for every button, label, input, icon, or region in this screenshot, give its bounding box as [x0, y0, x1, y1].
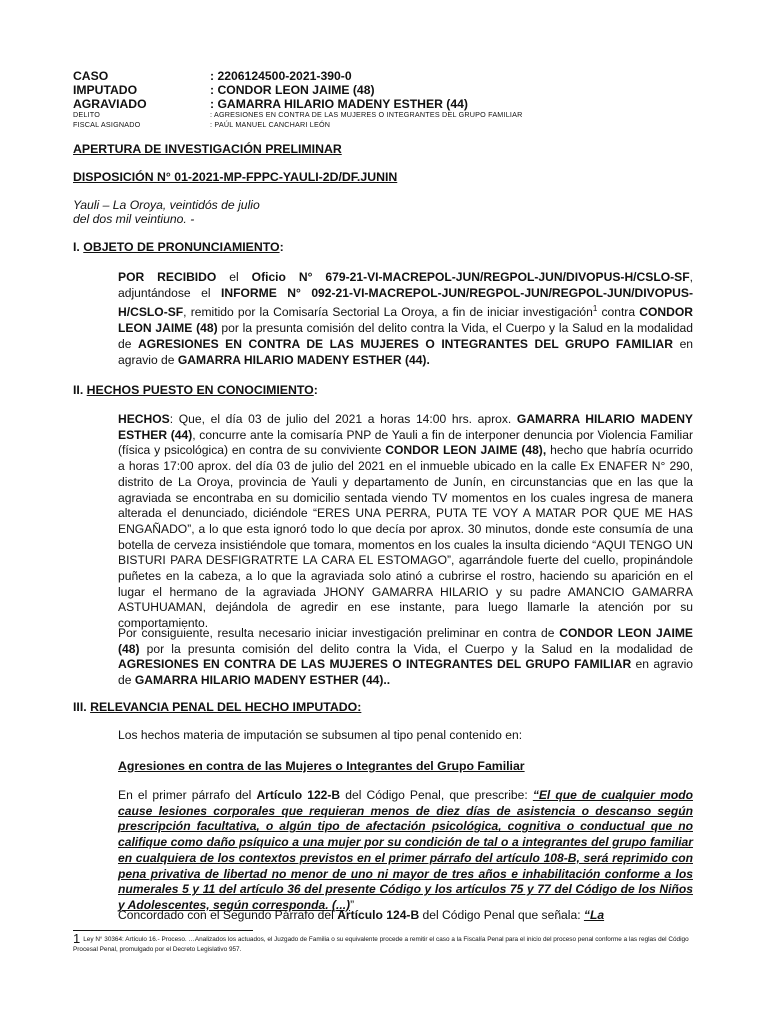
- text: , adjuntándose el: [118, 270, 693, 300]
- section-2-heading: [73, 383, 318, 397]
- text-bold: CONDOR LEON JAIME (48): [118, 305, 693, 336]
- section-2-colon: :: [313, 383, 318, 397]
- apertura-title: APERTURA DE INVESTIGACIÓN PRELIMINAR: [73, 142, 342, 156]
- section-3-heading: [73, 700, 361, 714]
- disposicion-title: DISPOSICIÓN N° 01-2021-MP-FPPC-YAULI-2D/DF.JUNIN: [73, 170, 398, 184]
- section-3-title: RELEVANCIA PENAL DEL HECHO IMPUTADO:: [90, 700, 362, 714]
- text-bold: Artículo 122-B: [256, 788, 341, 802]
- text-bold: GAMARRA HILARIO MADENY ESTHER (44)..: [134, 673, 391, 688]
- footnote: [73, 931, 693, 955]
- text: Por consiguiente, resulta necesario iniciar investigación preliminar en contra de: [118, 626, 560, 640]
- subheading-agresiones: Agresiones en contra de las Mujeres o Integrantes del Grupo Familiar: [118, 759, 525, 773]
- paragraph-consiguiente: [118, 626, 693, 689]
- imputado-label: IMPUTADO: [73, 83, 138, 97]
- text: el: [216, 270, 252, 284]
- footnote-number: 1: [73, 931, 81, 946]
- text-bold: CONDOR LEON JAIME (48): [118, 626, 693, 656]
- footnote-ref: 1: [592, 304, 598, 314]
- text-bold: INFORME N° 092-21-VI-MACREPOL-JUN/REGPOL-JUN/REGPOL-JUN/DIVOPUS-H/CSLO-SF: [118, 285, 693, 320]
- text-bold: Artículo 124-B: [337, 908, 420, 922]
- section-2-title: HECHOS PUESTO EN CONOCIMIENTO: [86, 383, 314, 397]
- section-1-title: OBJETO DE PRONUNCIAMIENTO: [83, 240, 280, 254]
- footnote-separator: [73, 930, 253, 931]
- text: Concordado con el Segundo Párrafo del: [118, 908, 338, 922]
- text: : Que, el día 03 de julio del 2021 a horas 14:00 hrs. aprox.: [169, 412, 517, 426]
- section-1-colon: :: [279, 240, 284, 254]
- text: ”: [350, 897, 355, 912]
- text-bold: POR RECIBIDO: [118, 270, 217, 284]
- caso-label: CASO: [73, 69, 109, 83]
- fiscal-value: : PAÚL MANUEL CANCHARI LEÓN: [210, 120, 331, 129]
- delito-label: DELITO: [73, 110, 101, 119]
- text-bold: GAMARRA HILARIO MADENY ESTHER (44).: [177, 352, 430, 367]
- paragraph-articulo-122b: [118, 788, 693, 914]
- caso-value: : 2206124500-2021-390-0: [210, 69, 352, 83]
- text-bold: CONDOR LEON JAIME (48),: [385, 443, 547, 458]
- section-1-num: I.: [73, 240, 84, 254]
- text-bold: AGRESIONES EN CONTRA DE LAS MUJERES O INTEGRANTES DEL GRUPO FAMILIAR: [118, 657, 632, 672]
- text: en agravio de: [118, 657, 694, 688]
- text-bold: GAMARRA HILARIO MADENY ESTHER (44): [118, 412, 693, 442]
- text: del Código Penal que señala:: [419, 908, 584, 922]
- section-3-num: III.: [73, 700, 91, 714]
- agraviado-value: : GAMARRA HILARIO MADENY ESTHER (44): [210, 97, 468, 111]
- legal-quote: “El que de cualquier modo cause lesiones corporales que requieran menos de diez días de asistencia o descanso según prescripción facultativa, o algún tipo de afectación psicológica, cognitiva o conductual que no califique como daño psíquico a una mujer por su condición de tal o a integrantes del grupo familiar en cualquiera de los contextos previstos en el primer párrafo del artículo 108-B, será reprimido con pena privativa de libertad no menor de uno ni mayor de tres años e inhabilitación conforme a los numerales 5 y 11 del artículo 36 del presente Código y los artículos 75 y 77 del Código de los Niños y Adolescentes, según corresponda. (...): [118, 788, 693, 912]
- footnote-text: Ley N° 30364: Artículo 16.- Proceso. …Analizados los actuados, el Juzgado de Familia o su equivalente procede a remitir el caso a la Fiscalía Penal para el inicio del proceso penal conforme a las reglas del Código Procesal Penal, promulgado por el Decreto Legislativo 957.: [73, 936, 689, 953]
- text: por la presunta comisión del delito contra la Vida, el Cuerpo y la Salud en la modalidad de: [139, 641, 693, 656]
- text: por la presunta comisión del delito contra la Vida, el Cuerpo y la Salud en la modalidad de: [118, 321, 693, 351]
- section-2-num: II.: [73, 383, 87, 397]
- imputado-value: : CONDOR LEON JAIME (48): [210, 83, 375, 97]
- text: en agravio de: [118, 336, 694, 367]
- paragraph-hechos: [118, 412, 693, 632]
- text: En el primer párrafo del: [118, 788, 257, 802]
- text: , concurre ante la comisaría PNP de Yauli a fin de interponer denuncia por Violencia Familiar (física y psicológica) en contra de su conviviente: [118, 427, 693, 458]
- text-bold: AGRESIONES EN CONTRA DE LAS MUJERES O INTEGRANTES DEL GRUPO FAMILIAR: [138, 336, 674, 351]
- legal-quote: “La: [583, 908, 605, 922]
- section-1-heading: [73, 240, 284, 254]
- text-bold: HECHOS: [118, 412, 170, 426]
- fiscal-label: FISCAL ASIGNADO: [73, 120, 141, 129]
- date-line: [73, 198, 260, 226]
- date-line-2: del dos mil veintiuno. -: [73, 212, 195, 226]
- text: del Código Penal, que prescribe:: [340, 788, 533, 802]
- text: , remitido por la Comisaría Sectorial La Oroya, a fin de iniciar investigación: [183, 305, 593, 320]
- paragraph-objeto: [118, 270, 693, 368]
- delito-value: : AGRESIONES EN CONTRA DE LAS MUJERES O INTEGRANTES DEL GRUPO FAMILIAR: [210, 110, 523, 119]
- date-line-1: Yauli – La Oroya, veintidós de julio: [73, 198, 260, 212]
- text: contra: [597, 305, 640, 320]
- paragraph-subsumen: Los hechos materia de imputación se subsumen al tipo penal contenido en:: [118, 728, 523, 742]
- paragraph-articulo-124b: [118, 908, 693, 924]
- agraviado-label: AGRAVIADO: [73, 97, 147, 111]
- text-bold: Oficio N° 679-21-VI-MACREPOL-JUN/REGPOL-JUN/DIVOPUS-H/CSLO-SF: [251, 270, 690, 284]
- text: hecho que habría ocurrido a horas 17:00 aprox. del día 03 de julio del 2021 en el inmueble ubicado en la calle Ex ENAFER N° 290, distrito de La Oroya, provincia de Yauli y departamento de Junín, en circunstancias que en las que la agraviada se encontraba en su domicilio sentada viendo TV momentos en los cuales ingresa de manera alterada el denunciado, diciéndole “ERES UNA PERRA, PUTA TE VOY A MATAR POR QUE ME HAS ENGAÑADO”, a lo que esta ignoró todo lo que decía por aprox. 30 minutos, donde este consumía de una botella de cerveza insistiéndole que tomara, momentos en los cuales la insulta diciendo “AQUI TENGO UN BISTURI PARA DESFIGRATRTE LA CARA EL ESTOMAGO”, agarrándole fuerte del cuello, propinándole puñetes en la cabeza, a lo que la agraviada solo atinó a cubrirse el rostro, haciendo su aparición en el lugar el hermano de la agraviada JHONY GAMARRA HILARIO y su padre AMANCIO GAMARRA ASTUHUAMAN, dejándola de agredir en ese instante, para luego llamarle la atención por su comportamiento.: [118, 443, 693, 631]
